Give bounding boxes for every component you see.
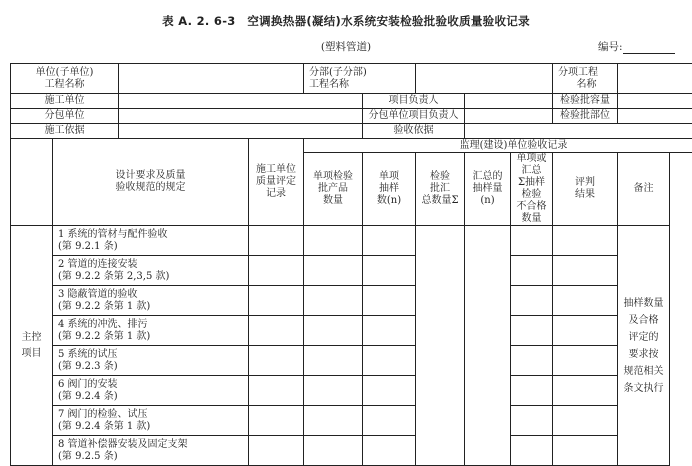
item-description: 6 阀门的安装 (第 9.2.4 条) [53, 376, 249, 406]
form-number-label: 编号: [598, 41, 623, 53]
header-row-unit [11, 64, 692, 94]
construction-unit-label: 施工单位 [11, 94, 119, 109]
subitem-name-label: 分项工程 名称 [553, 64, 618, 94]
table-row [11, 376, 692, 406]
single-batch-qty-cell[interactable] [304, 376, 363, 406]
item-description: 5 系统的试压 (第 9.2.3 条) [53, 346, 249, 376]
item-description: 1 系统的管材与配件验收 (第 9.2.1 条) [53, 226, 249, 256]
batch-location-field[interactable] [618, 109, 692, 124]
construction-basis-field[interactable] [119, 124, 363, 139]
item-description: 2 管道的连接安装 (第 9.2.2 条第 2,3,5 款) [53, 256, 249, 286]
project-manager-label: 项目负责人 [363, 94, 465, 109]
table-row [11, 286, 692, 316]
single-batch-qty-header: 单项检验 批产品 数量 [304, 153, 363, 226]
evaluation-result-cell[interactable] [553, 286, 618, 316]
unit-name-field[interactable] [119, 64, 304, 94]
single-batch-qty-cell[interactable] [304, 436, 363, 466]
construction-evaluation-cell[interactable] [249, 286, 304, 316]
supervision-record-header: 监理(建设)单位验收记录 [304, 139, 692, 153]
item-description: 3 隐蔽管道的验收 (第 9.2.2 条第 1 款) [53, 286, 249, 316]
single-sample-cell[interactable] [363, 316, 416, 346]
column-header-row-1 [11, 139, 692, 153]
summary-sample-cell[interactable] [465, 226, 511, 466]
unqualified-count-header: 单项或汇总 Σ抽样检验 不合格数量 [511, 153, 553, 226]
main-items-label: 主控 项目 [11, 226, 53, 466]
unqualified-count-cell[interactable] [511, 376, 553, 406]
item-description: 7 阀门的检验、试压 (第 9.2.4 条第 1 款) [53, 406, 249, 436]
table-row [11, 256, 692, 286]
unqualified-count-cell[interactable] [511, 346, 553, 376]
subitem-name-field[interactable] [618, 64, 692, 94]
table-row [11, 406, 692, 436]
evaluation-result-cell[interactable] [553, 346, 618, 376]
batch-capacity-label: 检验批容量 [553, 94, 618, 109]
single-batch-qty-cell[interactable] [304, 346, 363, 376]
single-sample-cell[interactable] [363, 256, 416, 286]
construction-evaluation-cell[interactable] [249, 436, 304, 466]
single-batch-qty-cell[interactable] [304, 286, 363, 316]
evaluation-result-cell[interactable] [553, 436, 618, 466]
subcontract-unit-label: 分包单位 [11, 109, 119, 124]
form-number-field[interactable] [623, 41, 675, 54]
project-manager-field[interactable] [465, 94, 553, 109]
evaluation-result-header: 评判 结果 [553, 153, 618, 226]
single-batch-qty-cell[interactable] [304, 316, 363, 346]
unqualified-count-cell[interactable] [511, 316, 553, 346]
design-requirement-header: 设计要求及质量 验收规范的规定 [53, 139, 249, 226]
construction-basis-label: 施工依据 [11, 124, 119, 139]
construction-evaluation-cell[interactable] [249, 346, 304, 376]
item-description: 8 管道补偿器安装及固定支架 (第 9.2.5 条) [53, 436, 249, 466]
single-sample-cell[interactable] [363, 286, 416, 316]
item-description: 4 系统的冲洗、排污 (第 9.2.2 条第 1 款) [53, 316, 249, 346]
construction-evaluation-cell[interactable] [249, 316, 304, 346]
acceptance-basis-label: 验收依据 [363, 124, 465, 139]
single-sample-cell[interactable] [363, 436, 416, 466]
single-batch-qty-cell[interactable] [304, 226, 363, 256]
unqualified-count-cell[interactable] [511, 256, 553, 286]
construction-evaluation-header: 施工单位 质量评定 记录 [249, 139, 304, 226]
unqualified-count-cell[interactable] [511, 286, 553, 316]
form-title: 表 A. 2. 6-3 空调换热器(凝结)水系统安装检验批验收质量验收记录 [0, 13, 692, 29]
acceptance-record-table [10, 63, 692, 466]
batch-location-label: 检验批部位 [553, 109, 618, 124]
evaluation-result-cell[interactable] [553, 256, 618, 286]
batch-capacity-field[interactable] [618, 94, 692, 109]
table-row [11, 226, 692, 256]
unqualified-count-cell[interactable] [511, 226, 553, 256]
construction-evaluation-cell[interactable] [249, 376, 304, 406]
construction-evaluation-cell[interactable] [249, 256, 304, 286]
single-batch-qty-cell[interactable] [304, 256, 363, 286]
header-row-subcontract [11, 109, 692, 124]
table-row [11, 346, 692, 376]
evaluation-result-cell[interactable] [553, 226, 618, 256]
summary-sample-header: 汇总的 抽样量 (n) [465, 153, 511, 226]
remarks-header: 备注 [618, 153, 670, 226]
unqualified-count-cell[interactable] [511, 406, 553, 436]
single-sample-cell[interactable] [363, 406, 416, 436]
construction-unit-field[interactable] [119, 94, 363, 109]
form-number [598, 39, 675, 54]
form-subtitle: (塑料管道) [0, 39, 692, 54]
unit-name-label: 单位(子单位) 工程名称 [11, 64, 119, 94]
single-sample-cell[interactable] [363, 346, 416, 376]
table-row [11, 436, 692, 466]
single-sample-cell[interactable] [363, 376, 416, 406]
division-name-label: 分部(子分部) 工程名称 [304, 64, 416, 94]
single-sample-header: 单项 抽样 数(n) [363, 153, 416, 226]
header-row-basis [11, 124, 692, 139]
evaluation-result-cell[interactable] [553, 406, 618, 436]
acceptance-basis-field[interactable] [465, 124, 692, 139]
batch-total-cell[interactable] [416, 226, 465, 466]
division-name-field[interactable] [416, 64, 553, 94]
evaluation-result-cell[interactable] [553, 316, 618, 346]
remarks-note: 抽样数量 及合格 评定的 要求按 规范相关 条文执行 [618, 226, 670, 466]
table-row [11, 316, 692, 346]
construction-evaluation-cell[interactable] [249, 406, 304, 436]
single-sample-cell[interactable] [363, 226, 416, 256]
header-row-construction [11, 94, 692, 109]
main-items-spacer [11, 139, 53, 226]
subcontract-manager-label: 分包单位项目负责人 [363, 109, 465, 124]
single-batch-qty-cell[interactable] [304, 406, 363, 436]
construction-evaluation-cell[interactable] [249, 226, 304, 256]
unqualified-count-cell[interactable] [511, 436, 553, 466]
subcontract-manager-field[interactable] [465, 109, 553, 124]
subcontract-unit-field[interactable] [119, 109, 363, 124]
evaluation-result-cell[interactable] [553, 376, 618, 406]
batch-total-header: 检验 批汇 总数量Σ [416, 153, 465, 226]
